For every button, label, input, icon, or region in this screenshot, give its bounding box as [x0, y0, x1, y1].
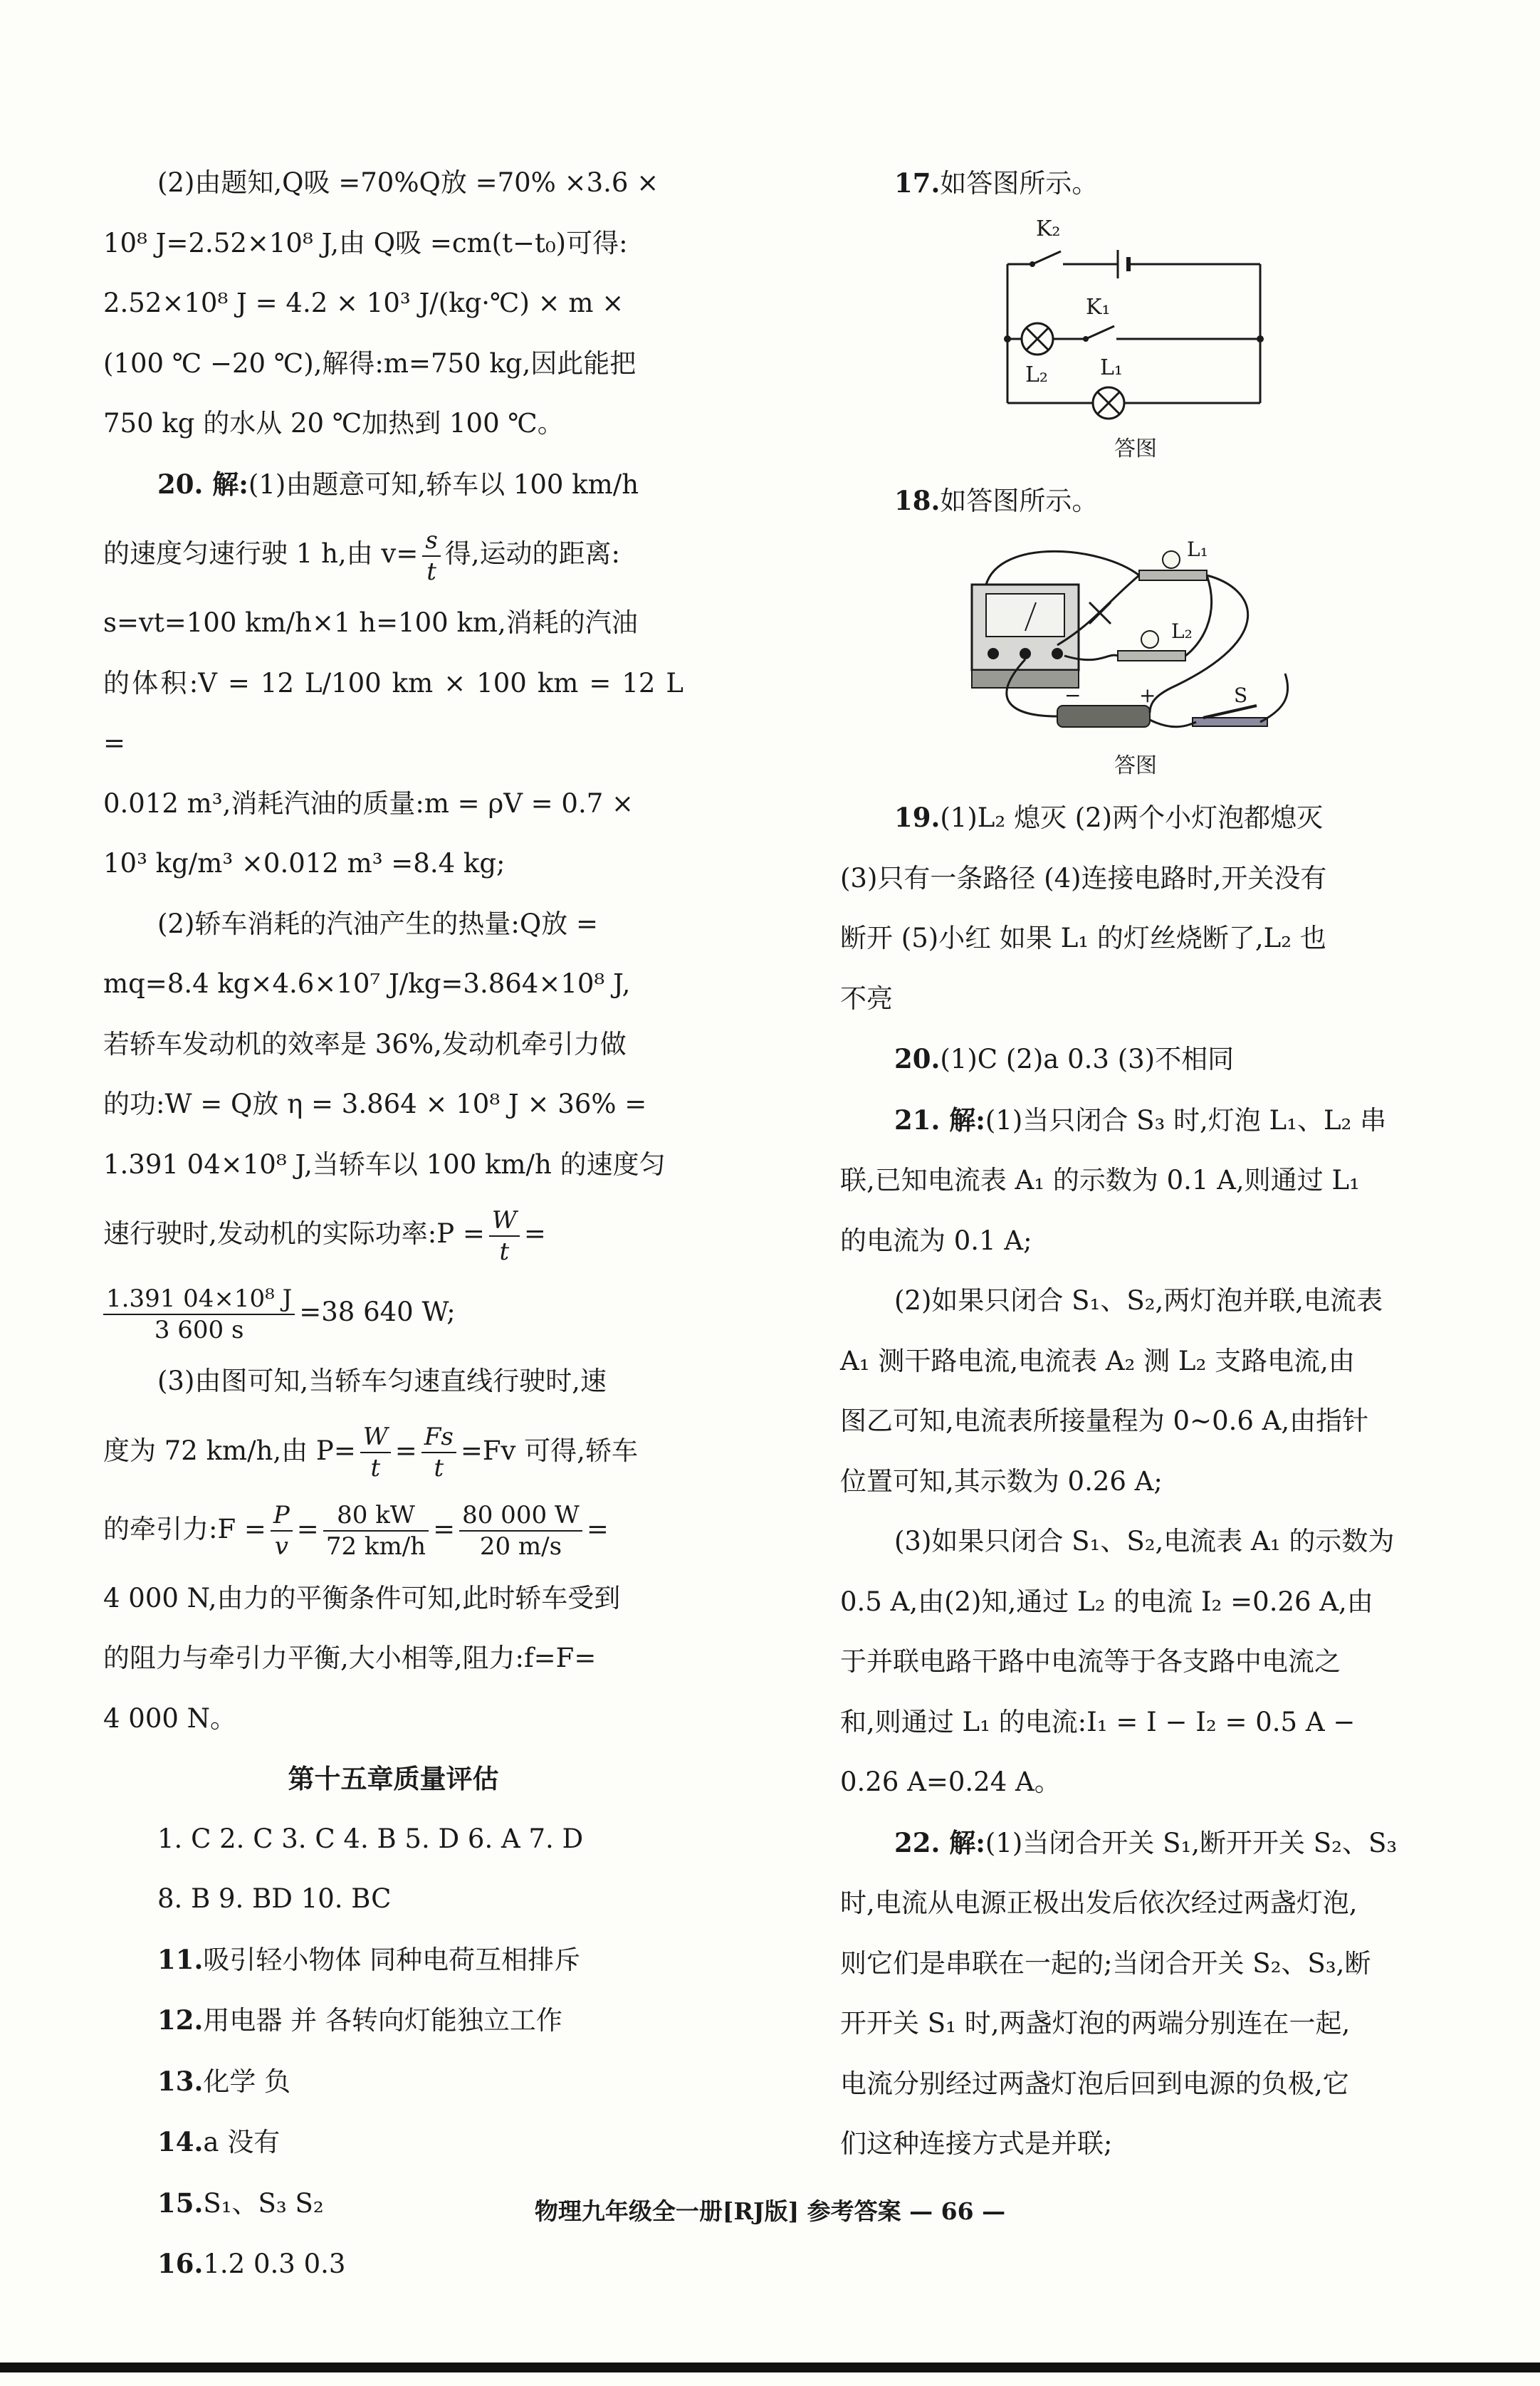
text-line: 电流分别经过两盏灯泡后回到电源的负极,它	[840, 2068, 1349, 2099]
text-line	[103, 1195, 683, 1273]
fraction	[103, 1284, 295, 1345]
text-line: 0.5 A,由(2)知,通过 L₂ 的电流 I₂ =0.26 A,由	[840, 1586, 1373, 1617]
text-line: 若轿车发动机的效率是 36%,发动机牵引力做	[103, 1028, 627, 1059]
denominator: v	[274, 1532, 288, 1561]
q19-line	[840, 788, 1431, 849]
page-footer: 物理九年级全一册[RJ版] 参考答案 — 66 —	[534, 2197, 1006, 2225]
numerator: W	[360, 1422, 391, 1453]
text: a 没有	[203, 2127, 281, 2157]
text-line: 的阻力与牵引力平衡,大小相等,阻力:f=F=	[103, 1643, 597, 1673]
text-line: 开开关 S₁ 时,两盏灯泡的两端分别连在一起,	[840, 2008, 1351, 2039]
text-line: 则它们是串联在一起的;当闭合开关 S₂、S₃,断	[840, 1947, 1371, 1979]
figure-caption: 答图	[1114, 436, 1157, 461]
bottom-bar	[0, 2363, 1540, 2372]
text: 速行驶时,发动机的实际功率:P =	[103, 1218, 485, 1249]
text-line: 的电流为 0.1 A;	[840, 1225, 1032, 1256]
text: 用电器 并 各转向灯能独立工作	[203, 2005, 562, 2036]
switch-k2	[1032, 251, 1061, 264]
switch-k1	[1086, 326, 1114, 339]
numerator: s	[422, 525, 440, 557]
fraction	[360, 1422, 391, 1483]
text: (1)C (2)a 0.3 (3)不相同	[940, 1044, 1235, 1074]
answer-line	[103, 2112, 683, 2173]
q21-line	[840, 1090, 1431, 1151]
label: 20.	[894, 1043, 941, 1074]
text-line: 0.012 m³,消耗汽油的质量:m = ρV = 0.7 ×	[103, 788, 634, 819]
fraction	[489, 1205, 520, 1267]
contact	[1083, 336, 1089, 342]
label: 12.	[157, 2004, 204, 2036]
text-line: 的体积:V = 12 L/100 km × 100 km = 12 L =	[103, 667, 683, 758]
fraction	[271, 1500, 293, 1561]
text-line: 不亮	[840, 983, 893, 1014]
numerator: Fs	[421, 1422, 456, 1453]
numerator: 1.391 04×10⁸ J	[103, 1284, 295, 1315]
figure-caption: 答图	[1114, 753, 1157, 778]
text: 度为 72 km/h,由 P=	[103, 1435, 356, 1466]
text-line: (2)如果只闭合 S₁、S₂,两灯泡并联,电流表	[894, 1285, 1383, 1316]
numerator: P	[271, 1500, 293, 1532]
text: 的速度匀速行驶 1 h,由 v=	[103, 538, 419, 569]
circuit-diagram-17	[993, 214, 1278, 428]
fraction	[422, 525, 440, 587]
text: =	[296, 1513, 319, 1544]
text-line: (3)如果只闭合 S₁、S₂,电流表 A₁ 的示数为	[894, 1526, 1395, 1556]
text: =Fv 可得,轿车	[460, 1435, 638, 1466]
text-line: 4 000 N,由力的平衡条件可知,此时轿车受到	[103, 1582, 621, 1613]
text-line: 的功:W = Q放 η = 3.864 × 10⁸ J × 36% =	[103, 1089, 647, 1119]
label: 22. 解:	[894, 1826, 985, 1858]
numerator: 80 kW	[323, 1500, 429, 1532]
text-line: s=vt=100 km/h×1 h=100 km,消耗的汽油	[103, 607, 638, 638]
bulb-l2	[1141, 631, 1158, 648]
text-line: 们这种连接方式是并联;	[840, 2128, 1113, 2159]
contact	[1030, 261, 1035, 267]
label: 15.	[157, 2187, 204, 2219]
wire	[986, 551, 1139, 585]
right-column	[840, 153, 1431, 2175]
label: 17.	[894, 167, 941, 199]
fraction	[459, 1500, 582, 1561]
denominator: t	[434, 1454, 444, 1482]
text: 化学 负	[203, 2066, 291, 2097]
text: S₁、S₃ S₂	[203, 2187, 324, 2219]
text-line: 0.26 A=0.24 A。	[840, 1767, 1061, 1797]
text-line: (3)由图可知,当轿车匀速直线行驶时,速	[157, 1366, 607, 1396]
text-line: 750 kg 的水从 20 ℃加热到 100 ℃。	[103, 408, 564, 439]
q20-first-line	[103, 454, 683, 516]
text-line	[103, 1273, 683, 1351]
q18-line	[840, 471, 1431, 532]
text: (1)由题意可知,轿车以 100 km/h	[248, 469, 639, 500]
text: 1.2 0.3 0.3	[203, 2249, 346, 2279]
label-l1: L₁	[1100, 355, 1123, 380]
text-line: 和,则通过 L₁ 的电流:I₁ = I − I₂ = 0.5 A −	[840, 1706, 1356, 1737]
switch-s	[1203, 706, 1257, 718]
text: (1)当闭合开关 S₁,断开开关 S₂、S₃	[985, 1827, 1398, 1858]
text: 吸引轻小物体 同种电荷互相排斥	[203, 1944, 581, 1975]
label-l2: L₂	[1171, 619, 1193, 643]
text-line: mq=8.4 kg×4.6×10⁷ J/kg=3.864×10⁸ J,	[103, 968, 631, 999]
text: =	[394, 1435, 417, 1466]
answer-line	[103, 2234, 683, 2295]
terminal	[1020, 648, 1031, 659]
label: 18.	[894, 484, 941, 516]
denominator: 3 600 s	[154, 1315, 244, 1344]
text-line: 2.52×10⁸ J = 4.2 × 10³ J/(kg·℃) × m ×	[103, 288, 624, 318]
lamp-holder-l2	[1118, 651, 1185, 661]
label-minus: −	[1064, 684, 1081, 707]
label: 14.	[157, 2126, 204, 2157]
wire	[1260, 674, 1288, 722]
label: 19.	[894, 802, 941, 833]
denominator: t	[426, 557, 436, 586]
fraction	[421, 1422, 456, 1483]
terminal	[1052, 648, 1063, 659]
q17-line	[840, 153, 1431, 214]
answer-line: 8. B 9. BD 10. BC	[157, 1883, 392, 1914]
text: 如答图所示。	[940, 485, 1099, 516]
junction	[1004, 335, 1011, 342]
text-line: 于并联电路干路中电流等于各支路中电流之	[840, 1646, 1341, 1677]
text-line	[103, 1412, 683, 1490]
text: 得,运动的距离:	[444, 538, 621, 569]
text-line: (2)轿车消耗的汽油产生的热量:Q放 =	[157, 908, 598, 939]
lamp-holder-l1	[1139, 570, 1207, 580]
answer-line: 1. C 2. C 3. C 4. B 5. D 6. A 7. D	[157, 1823, 584, 1854]
label-l1: L₁	[1187, 538, 1208, 561]
label: 13.	[157, 2065, 204, 2097]
numerator: W	[489, 1205, 520, 1237]
text-line: 4 000 N。	[103, 1702, 237, 1734]
answer-line	[103, 1930, 683, 1991]
q20-label: 20. 解:	[157, 468, 248, 500]
text: (1)L₂ 熄灭 (2)两个小灯泡都熄灭	[940, 802, 1324, 833]
denominator: t	[499, 1237, 510, 1266]
text-line: 断开 (5)小红 如果 L₁ 的灯丝烧断了,L₂ 也	[840, 923, 1326, 953]
q20-line	[840, 1029, 1431, 1090]
wire	[1150, 720, 1196, 727]
denominator: 72 km/h	[325, 1532, 426, 1561]
text-line: 位置可知,其示数为 0.26 A;	[840, 1465, 1163, 1497]
label: 11.	[157, 1943, 204, 1975]
ammeter-base	[972, 670, 1079, 688]
terminal	[988, 648, 999, 659]
text-line: 1.391 04×10⁸ J,当轿车以 100 km/h 的速度匀	[103, 1148, 666, 1180]
battery	[1057, 706, 1150, 727]
answer-line	[103, 2051, 683, 2113]
text: 如答图所示。	[940, 168, 1099, 199]
answer-line	[103, 1990, 683, 2051]
circuit-photo-18	[958, 531, 1314, 745]
left-column	[103, 153, 683, 2295]
numerator: 80 000 W	[459, 1500, 582, 1532]
text-line: (3)只有一条路径 (4)连接电路时,开关没有	[840, 862, 1327, 894]
text: =	[586, 1513, 609, 1544]
q22-line	[840, 1813, 1431, 1874]
label: 21. 解:	[894, 1104, 985, 1136]
label: 16.	[157, 2248, 204, 2279]
text-line: 10⁸ J=2.52×10⁸ J,由 Q吸 =cm(t−t₀)可得:	[103, 227, 628, 258]
text-line: (100 ℃ −20 ℃),解得:m=750 kg,因此能把	[103, 347, 637, 379]
text-line	[103, 1490, 683, 1569]
section-title: 第十五章质量评估	[288, 1763, 499, 1794]
label-s: S	[1234, 684, 1248, 707]
label-k2: K₂	[1036, 216, 1061, 241]
text-line: 图乙可知,电流表所接量程为 0~0.6 A,由指针	[840, 1406, 1369, 1436]
label-l2: L₂	[1025, 362, 1048, 387]
label-plus: +	[1139, 684, 1156, 707]
text-line: 联,已知电流表 A₁ 的示数为 0.1 A,则通过 L₁	[840, 1165, 1360, 1195]
junction	[1257, 335, 1264, 342]
text: 的牵引力:F =	[103, 1513, 266, 1544]
text-line: (2)由题知,Q吸 =70%Q放 =70% ×3.6 ×	[157, 167, 659, 198]
text-line: 时,电流从电源正极出发后依次经过两盏灯泡,	[840, 1888, 1358, 1918]
label-k1: K₁	[1086, 294, 1111, 320]
denominator: t	[370, 1454, 381, 1482]
wire	[1185, 575, 1212, 656]
text: (1)当只闭合 S₃ 时,灯泡 L₁、L₂ 串	[985, 1104, 1387, 1136]
text: =	[523, 1218, 546, 1249]
fraction	[323, 1500, 429, 1561]
text-line: A₁ 测干路电流,电流表 A₂ 测 L₂ 支路电流,由	[840, 1345, 1355, 1376]
text-line: 10³ kg/m³ ×0.012 m³ =8.4 kg;	[103, 848, 506, 879]
bulb-l1	[1163, 551, 1180, 568]
denominator: 20 m/s	[479, 1532, 562, 1561]
text-line	[103, 515, 683, 593]
text: =38 640 W;	[299, 1297, 456, 1327]
text: =	[433, 1513, 456, 1544]
